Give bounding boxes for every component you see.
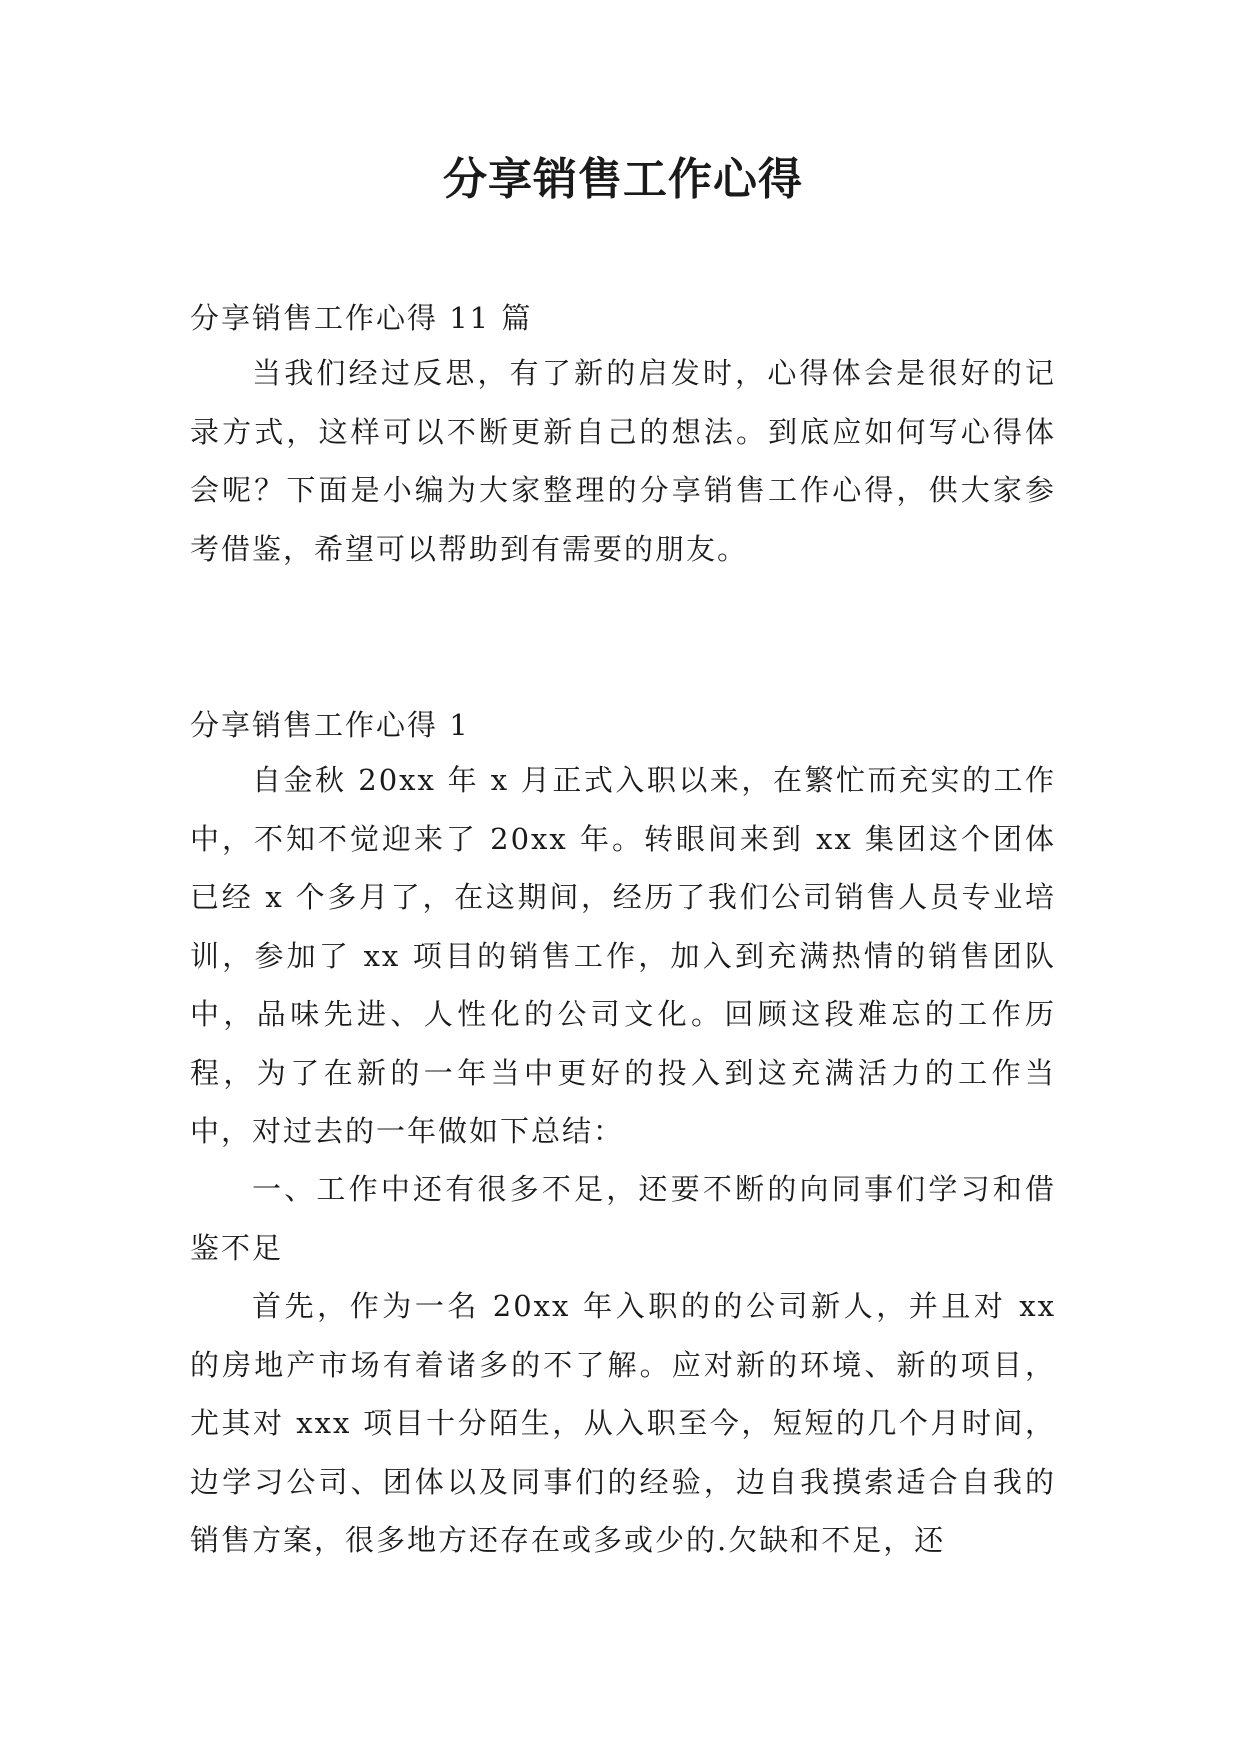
intro-paragraph: 当我们经过反思，有了新的启发时，心得体会是很好的记录方式，这样可以不断更新自己的想法。到底应如何写心得体会呢？下面是小编为大家整理的分享销售工作心得，供大家参考借鉴，希望可以帮助到有需要的朋友。 [190, 356, 1056, 566]
numbered-heading: 一、工作中还有很多不足，还要不断的向同事们学习和借鉴不足 [190, 1172, 1056, 1265]
body-paragraph: 自金秋 20xx 年 x 月正式入职以来，在繁忙而充实的工作中，不知不觉迎来了 20xx 年。转眼间来到 xx 集团这个团体已经 x 个多月了，在这期间，经历了我们公司销售人员专业培训，参加了 xx 项目的销售工作，加入到充满热情的销售团队中，品味先进、人性化的公司文化。回顾这段难忘的工作历程，为了在新的一年当中更好的投入到这充满活力的工作当中，对过去的一年做如下总结： [190, 763, 1056, 1148]
body-paragraph: 首先，作为一名 20xx 年入职的的公司新人，并且对 xx 的房地产市场有着诸多的不了解。应对新的环境、新的项目，尤其对 xxx 项目十分陌生，从入职至今，短短的几个月时间，边学习公司、团体以及同事们的经验，边自我摸索适合自我的销售方案，很多地方还存在或多或少的.欠缺和不足，还 [190, 1289, 1056, 1557]
document-subtitle: 分享销售工作心得 11 篇 [190, 301, 533, 335]
section-title: 分享销售工作心得 1 [190, 708, 470, 742]
document-page [190, 0, 1056, 1754]
document-title: 分享销售工作心得 [443, 154, 803, 205]
